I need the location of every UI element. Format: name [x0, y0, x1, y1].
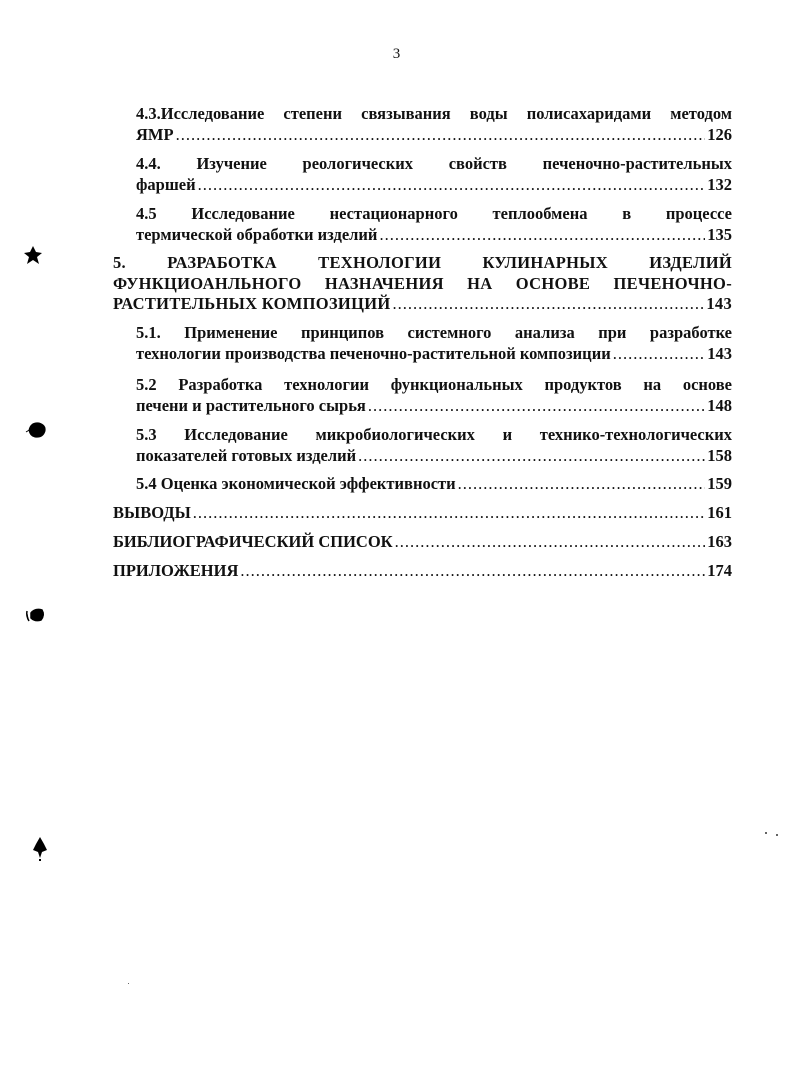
toc-entry-title-cont: термической обработки изделий — [136, 224, 378, 244]
toc-entry-5-2 — [136, 375, 732, 416]
toc-entry-title: БИБЛИОГРАФИЧЕСКИЙ СПИСОК — [113, 532, 393, 551]
toc-page-number: 161 — [707, 503, 732, 522]
dot-leader — [198, 175, 706, 196]
toc-entry-5-3 — [136, 425, 732, 466]
toc-page-number: 148 — [707, 395, 732, 415]
binder-hole-mark — [31, 836, 49, 866]
toc-entry-title: 5. РАЗРАБОТКА ТЕХНОЛОГИИ КУЛИНАРНЫХ ИЗДЕЛИЙ — [113, 253, 732, 272]
toc-entry-title-cont: показателей готовых изделий — [136, 445, 357, 465]
page-number: 3 — [392, 46, 401, 62]
toc-entry-title-cont: ЯМР — [136, 124, 174, 144]
toc-entry-title: 5.4 Оценка экономической эффективности — [136, 474, 456, 493]
dot-leader — [379, 225, 705, 246]
toc-page-number: 158 — [707, 445, 732, 465]
binder-hole-mark — [23, 245, 43, 269]
dot-leader — [240, 561, 705, 582]
toc-entry-title: 5.3 Исследование микробиологических и технико-технологических — [136, 425, 732, 444]
toc-page-number: 163 — [707, 532, 732, 551]
dot-leader — [392, 294, 704, 315]
toc-page-number: 132 — [707, 174, 732, 194]
toc-entry-title-cont: фаршей — [136, 174, 196, 194]
toc-entry-4-5 — [136, 204, 732, 245]
scan-speck — [128, 983, 129, 984]
toc-entry-appendices — [113, 561, 732, 582]
dot-leader — [458, 474, 706, 495]
toc-entry-title-cont: ФУНКЦИОАНЛЬНОГО НАЗНАЧЕНИЯ НА ОСНОВЕ ПЕЧЕНОЧНО- — [113, 273, 732, 293]
toc-entry-title: 4.3.Исследование степени связывания воды полисахаридами методом — [136, 104, 732, 123]
scan-speck — [765, 832, 767, 834]
binder-hole-mark — [25, 605, 47, 629]
dot-leader — [613, 344, 706, 365]
toc-entry-title: 4.5 Исследование нестационарного теплообмена в процессе — [136, 204, 732, 223]
toc-entry-5-4 — [136, 474, 732, 495]
toc-entry-title: ВЫВОДЫ — [113, 503, 191, 522]
toc-entry-title-cont: технологии производства печеночно-растительной композиции — [136, 343, 611, 363]
toc-entry-5 — [113, 253, 732, 315]
toc-page-number: 135 — [707, 224, 732, 244]
toc-page-number: 174 — [707, 561, 732, 580]
toc-entry-4-4 — [136, 154, 732, 195]
dot-leader — [358, 446, 705, 467]
toc-page-number: 143 — [706, 294, 732, 313]
toc-entry-title: 4.4. Изучение реологических свойств печеночно-растительных — [136, 154, 732, 173]
dot-leader — [368, 396, 705, 417]
toc-entry-conclusions — [113, 503, 732, 524]
toc-entry-4-3 — [136, 104, 732, 145]
toc-entry-5-1 — [136, 323, 732, 364]
toc-entry-title: ПРИЛОЖЕНИЯ — [113, 561, 239, 580]
binder-hole-mark — [25, 420, 47, 444]
toc-entry-title-cont: РАСТИТЕЛЬНЫХ КОМПОЗИЦИЙ — [113, 294, 391, 313]
toc-page-number: 126 — [707, 124, 732, 144]
dot-leader — [193, 503, 705, 524]
dot-leader — [395, 532, 706, 553]
toc-entry-title: 5.2 Разработка технологии функциональных продуктов на основе — [136, 375, 732, 394]
toc-page-number: 159 — [707, 474, 732, 493]
scan-speck — [776, 834, 778, 836]
toc-entry-title-cont: печени и растительного сырья — [136, 395, 366, 415]
dot-leader — [176, 125, 706, 146]
toc-entry-bibliography — [113, 532, 732, 553]
toc-page-number: 143 — [707, 343, 732, 363]
toc-entry-title: 5.1. Применение принципов системного анализа при разработке — [136, 323, 732, 342]
